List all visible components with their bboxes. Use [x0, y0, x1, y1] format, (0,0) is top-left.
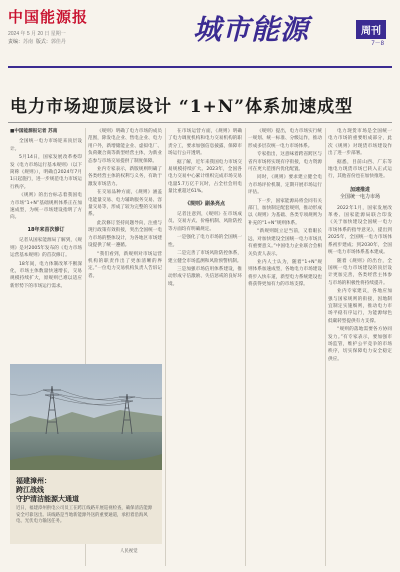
news-photo	[10, 364, 162, 470]
layout-label: 版式：	[35, 39, 51, 45]
paper-logo: 中国能源报	[8, 8, 89, 26]
paragraph: 记者注意到，《规则》在市场成员、交易方式、价格机制、风险防控等方面均有明确规定。	[168, 212, 242, 232]
column-divider	[325, 128, 326, 566]
paragraph: “我们看到，新规则对市场运营机构的职责作出了更加清晰的界定。”一位电力交易机构负责人告诉记者。	[88, 251, 162, 279]
article-column-4	[248, 128, 322, 290]
photo-title-line-2: 跨江战线	[16, 485, 44, 494]
page-range: 7－8	[371, 41, 384, 47]
headline-rule	[8, 122, 392, 123]
paragraph: 5月14日，国家发展改革委印发《电力市场运行基本规则》（以下简称《规则》），明确自2024年7月1日起施行，进一步规范电力市场运行秩序。	[10, 155, 82, 190]
photo-title	[16, 476, 79, 503]
editor-name: 苏南	[23, 39, 34, 45]
section-subheading: 《规则》副条亮点	[184, 200, 225, 207]
paragraph: 业内专家表示，新版规则明确了各类经营主体的权利与义务，有助于激发市场活力。	[88, 167, 162, 187]
paragraph: 在交易品种方面，《规则》涵盖电能量交易、电力辅助服务交易、容量交易等，形成了较为完整的交易体系。	[88, 190, 162, 218]
article-column-2	[88, 128, 162, 281]
layout-name: 郭佳丹	[50, 39, 66, 45]
paragraph: 一是强化了电力市场的全国统一性。	[168, 235, 242, 248]
photo-title-line-1: 福建漳州：	[16, 476, 51, 485]
paragraph: 同时，《规则》要求建立健全电力市场评价机制，定期开展市场运行评估。	[248, 175, 322, 196]
paragraph: 在市场运营方面，《规则》明确了电力调度机构和电力交易机构的职责分工，要求加强信息披露，保障市场运行公开透明。	[168, 129, 242, 157]
paragraph: 电力现货市场是全国统一电力市场的重要组成部分，此次《规则》对现货市场建设作出了进一步部署。	[328, 129, 392, 157]
paragraph: 二是完善了市场风险防控体系，建立健全市场监测和风险预警机制。	[168, 251, 242, 264]
editor-label: 责编：	[8, 39, 24, 45]
paragraph: 下一步，国家能源局将会同有关部门，加快制定配套规则，推动形成以《规则》为基础、各类专项规则为补充的“1+N”规则体系。	[248, 198, 322, 226]
issue-meta	[8, 30, 158, 46]
main-headline: 电力市场迎顶层设计 “1+N”体系加速成型	[10, 97, 354, 117]
article-column-5	[328, 128, 392, 364]
paragraph: 《规则》的出台标志着我国电力市场“1+N”基础规则体系正在加速成型，为统一市场建设指明了方向。	[10, 193, 82, 221]
paragraph: 《规则》明确了电力市场的成员范围，除发电企业、售电企业、电力用户外，新增储能企业、虚拟电厂、负荷聚合商等新型经营主体，为新业态参与市场交易提供了制度保障。	[88, 129, 162, 164]
paragraph: 业内专家建议，各地应加强与国家规则的衔接，因地制宜制定实施细则，推动电力市场平稳有序运行，为能源绿色低碳转型提供有力支撑。	[328, 289, 392, 324]
paragraph: 2022年1月，国家发展改革委、国家能源局联合印发《关于加快建设全国统一电力市场体系的指导意见》，提出到2025年，全国统一电力市场体系初步建成；到2030年，全国统一电力市场体系基本建成。	[328, 205, 392, 256]
paragraph: 18年间，电力体制改革不断深化，市场主体数量快速增长，交易规模持续扩大，原规则已难以适应新形势下的市场运行需求。	[10, 261, 82, 289]
paragraph: 据悉，目前山西、广东等地电力现货市场已转入正式运行，其他省份也在加快推进。	[328, 159, 392, 180]
paragraph: 《规则》提出，电力市场实行统一规划、统一标准、分级运作，推动形成多层次统一电力市场体系。	[248, 129, 322, 149]
photo-caption: 近日，福建漳州供电公司员工在跨江线路开展巡视检查，确保清洁能源安全可靠送出。该线路是当地新能源外送的重要通道，承担着沿海风电、光伏电力输送任务。	[16, 506, 153, 525]
paragraph: 三是加强市场信用体系建设，推动形成守信激励、失信惩戒的良好环境。	[168, 266, 242, 287]
issue-date: 2024 年 5 月 20 日 星期一	[8, 31, 66, 37]
section-subheading: 18年来首次修订	[27, 226, 65, 233]
article-byline: ■中国能源报记者 苏南	[10, 129, 58, 134]
column-divider	[165, 128, 166, 566]
edition-badge: 周刊	[356, 20, 386, 39]
article-column-3	[168, 128, 242, 289]
paragraph: 专家指出，这意味着跨省跨区与省内市场将实现有序衔接，电力资源可在更大范围内优化配置。	[248, 152, 322, 173]
section-title: 城市能源	[193, 13, 310, 46]
paragraph: 记者从国家能源局了解到，《规则》是对2005年发布的《电力市场运营基本规则》的首次修订。	[10, 238, 82, 259]
masthead	[8, 4, 392, 68]
column-divider	[245, 128, 246, 566]
section-subheading	[328, 187, 392, 202]
paragraph: 此次修订坚持问题导向，注重与现行政策有效衔接，突出全国统一电力市场的整体设计，为各地区市场建设提供了统一遵循。	[88, 220, 162, 249]
article-column-1	[10, 128, 82, 291]
paragraph: 业内人士认为，随着“1+N”规则体系加速成型，各地电力市场建设将步入快车道，新型电力系统建设也将获得更加有力的市场支撑。	[248, 259, 322, 288]
paragraph: 全国统一电力市场迎来顶层设计。	[10, 139, 82, 152]
photo-title-line-3: 守护清洁能源大通道	[16, 494, 79, 503]
subheading-line-1: 加速推进	[349, 186, 370, 193]
masthead-rule	[8, 66, 392, 68]
photo-credit: 人民视觉	[120, 549, 138, 554]
paragraph: “规则的落地需要各方协同发力。”有专家表示，要加强市场监管，维护公平竞争的市场秩序，切实保障电力安全稳定供应。	[328, 327, 392, 362]
paragraph: 据了解，近年来我国电力市场交易规模持续扩大。2023年，全国各电力交易中心累计组织完成市场交易电量5.7万亿千瓦时，占全社会用电量比重超过61%。	[168, 159, 242, 195]
editor-credits	[8, 38, 158, 46]
paragraph: 随着《规则》的出台，全国统一电力市场建设的顶层设计更加完善，各类经营主体参与市场的积极性将持续提升。	[328, 258, 392, 286]
paragraph: “新规则既立足当前，又着眼长远，对加快建设全国统一电力市场具有重要意义。”中国电力企业联合会相关负责人表示。	[248, 229, 322, 257]
subheading-line-2: 全国统一电力市场	[339, 194, 380, 201]
photo-caption-box	[10, 470, 162, 544]
river-tower-illustration	[10, 364, 162, 470]
